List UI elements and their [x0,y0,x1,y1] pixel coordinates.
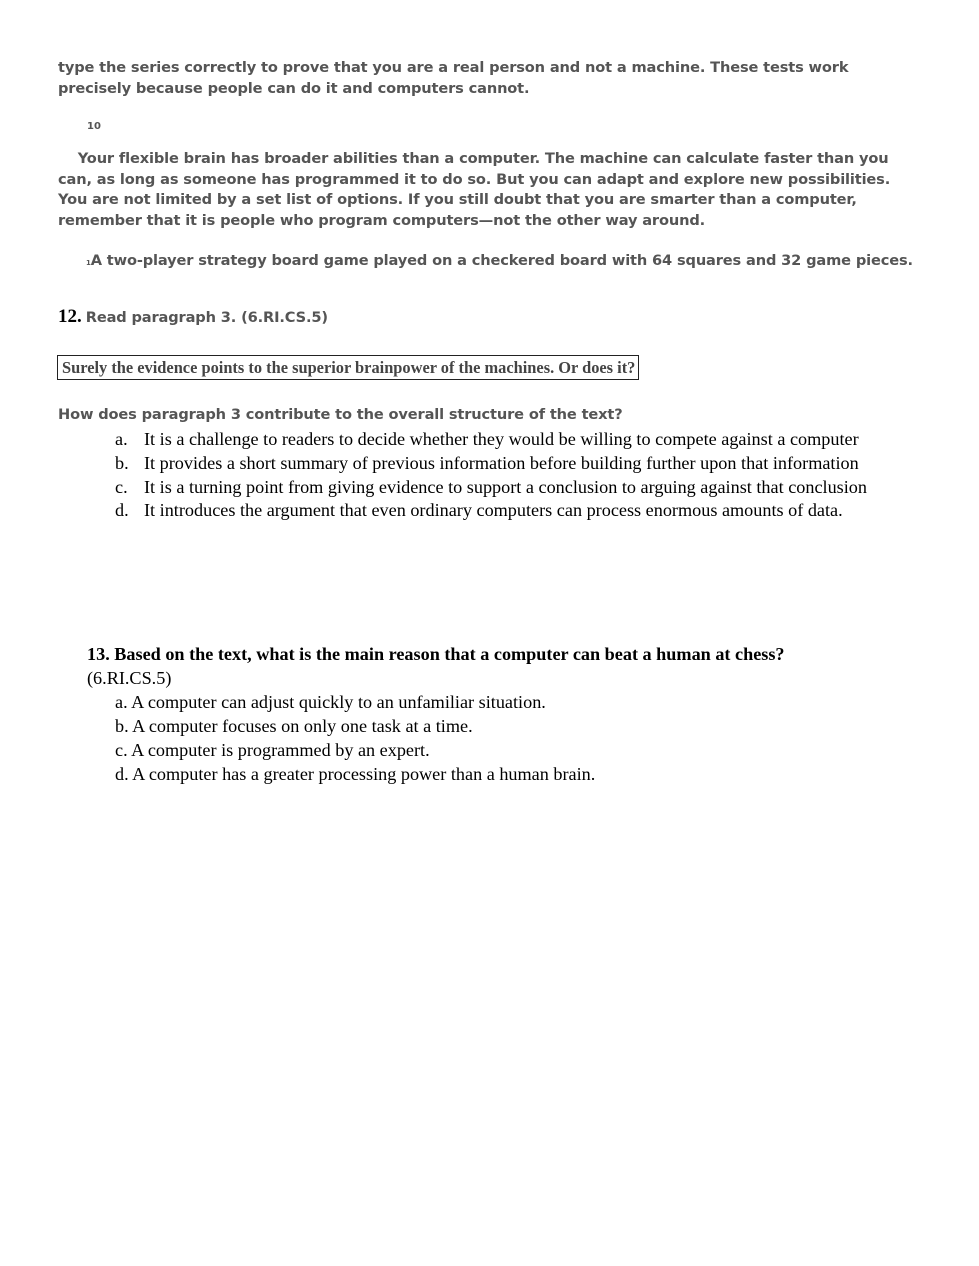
passage-paragraph-text: Your flexible brain has broader abilities than a computer. The machine can calculate faster than you can, as long as someone has programmed it to do so. But you can adapt and explore new possibilities. You are not limited by a set list of options. If you still doubt that you are smarter than a computer, remember that it is people who program computers—not the other way around. [58,150,891,229]
answer-choice[interactable] [115,499,905,523]
answer-choice[interactable] [115,452,905,476]
choice-letter: a. [115,429,128,449]
choice-letter: d. [115,500,129,521]
question-12-number: 12. [58,306,82,327]
paragraph-number: 10 [87,121,101,132]
passage-paragraph [58,149,918,231]
choice-text: It introduces the argument that even ordinary computers can process enormous amounts of data. [144,500,843,521]
answer-choice[interactable]: a. A computer can adjust quickly to an unfamiliar situation. [115,692,546,712]
choice-letter: c. [115,476,128,497]
choice-text: It provides a short summary of previous information before building further upon that information [144,452,859,473]
answer-choice[interactable]: b. A computer focuses on only one task at a time. [115,716,473,736]
answer-choice[interactable]: d. A computer has a greater processing power than a human brain. [115,764,596,784]
question-13-choices [115,690,595,786]
quoted-excerpt-box: Surely the evidence points to the superior brainpower of the machines. Or does it? [57,355,639,380]
question-13-text: 13. Based on the text, what is the main reason that a computer can beat a human at chess? [87,644,785,664]
choice-text: It is a turning point from giving evidence to support a conclusion to arguing against that conclusion [144,476,867,497]
footnote-marker: 1 [86,259,91,267]
question-12-choices [115,428,905,523]
question-12-prompt: How does paragraph 3 contribute to the overall structure of the text? [58,406,623,423]
answer-choice[interactable]: c. A computer is programmed by an expert. [115,740,430,760]
footnote-text: A two-player strategy board game played on a checkered board with 64 squares and 32 game pieces. [90,252,913,269]
question-13-heading [87,642,907,690]
choice-text: It is a challenge to readers to decide whether they would be willing to compete against a computer [144,429,859,449]
answer-choice[interactable] [115,476,905,500]
answer-choice[interactable] [115,428,905,452]
passage-continuation-text: type the series correctly to prove that you are a real person and not a machine. These tests work precisely because people can do it and computers cannot. [58,59,849,97]
question-12-label: Read paragraph 3. (6.RI.CS.5) [85,309,328,326]
choice-letter: b. [115,452,129,473]
question-13-standard: (6.RI.CS.5) [87,668,172,688]
footnote [86,251,916,271]
question-12-heading [58,306,328,328]
